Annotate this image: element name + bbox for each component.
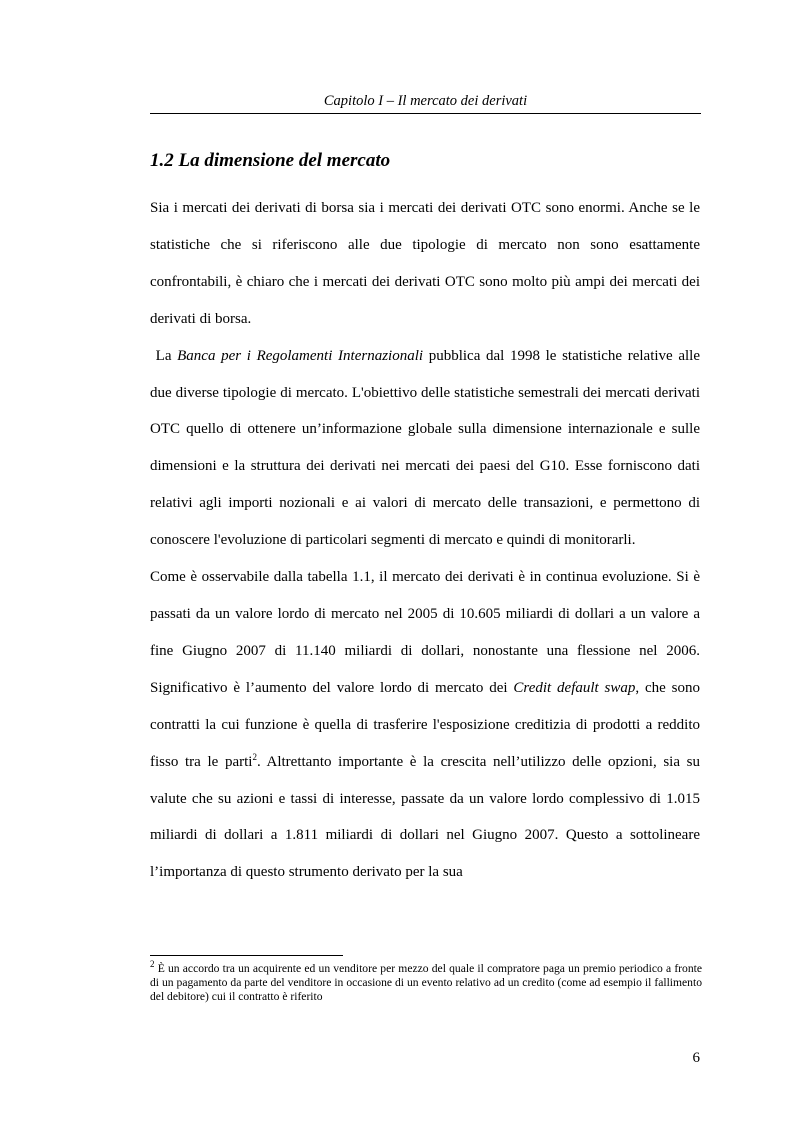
paragraph-3-part-b: , che sono contratti la cui funzione è quella di trasferire l'esposizione creditizia di prodotti a reddito fisso tra le parti [150, 679, 701, 770]
running-header: Capitolo I – Il mercato dei derivati [323, 93, 528, 109]
paragraph-1: Sia i mercati dei derivati di borsa sia i mercati dei derivati OTC sono enormi. Anche se le statistiche che si riferiscono alle due tipologie di mercato non sono esattamente confrontabili, è chiaro che i mercati dei derivati OTC sono molto più ampi dei mercati dei derivati di borsa. [150, 200, 700, 327]
section-title: 1.2 La dimensione del mercato [150, 150, 391, 171]
header-divider [150, 113, 701, 114]
footnote-divider [150, 955, 343, 956]
paragraph-2-lead: La [155, 347, 178, 364]
paragraph-3-part-c: . Altrettanto importante è la crescita nell’utilizzo delle opzioni, sia su valute che su azioni e tassi di interesse, passate da un valore lordo complessivo di 1.015 miliardi di dollari a 1.811 miliardi di dollari nel Giugno 2007. Questo a sottolineare l’importanza di questo strumento derivato per la sua [150, 753, 700, 881]
footnote [150, 959, 702, 1005]
footnote-number: 2 [150, 959, 155, 970]
footnote-text: È un accordo tra un acquirente ed un venditore per mezzo del quale il compratore paga un premio periodico a fronte di un pagamento da parte del venditore in occasione di un evento relativo ad un credito (come ad esempio il fallimento del debitore) cui il contratto è riferito [150, 962, 702, 1004]
page-number: 6 [692, 1050, 700, 1066]
paragraph-3 [150, 559, 700, 891]
paragraph-2-rest: pubblica dal 1998 le statistiche relative alle due diverse tipologie di mercato. L'obiettivo delle statistiche semestrali dei mercati derivati OTC quello di ottenere un’informazione globale sulla dimensione internazionale e sulle dimensioni e la struttura dei derivati nei mercati dei paesi del G10. Esse forniscono dati relativi agli importi nozionali e ai valori di mercato delle transazioni, e permettono di conoscere l'evoluzione di particolari segmenti di mercato e quindi di monitorarli. [150, 347, 701, 549]
footnote-reference: 2 [252, 751, 257, 762]
institution-name: Banca per i Regolamenti Internazionali [177, 347, 424, 364]
paragraph-3-part-a: Come è osservabile dalla tabella 1.1, il mercato dei derivati è in continua evoluzione. Si è passati da un valore lordo di mercato nel 2005 di 10.605 miliardi di dollari a un valore a fine Giugno 2007 di 11.140 miliardi di dollari, nonostante una flessione nel 2006. Significativo è l’aumento del valore lordo di mercato dei [150, 569, 700, 696]
body-text [150, 190, 700, 891]
paragraph-2 [150, 338, 700, 559]
credit-default-swap-term: Credit default swap [513, 679, 636, 696]
